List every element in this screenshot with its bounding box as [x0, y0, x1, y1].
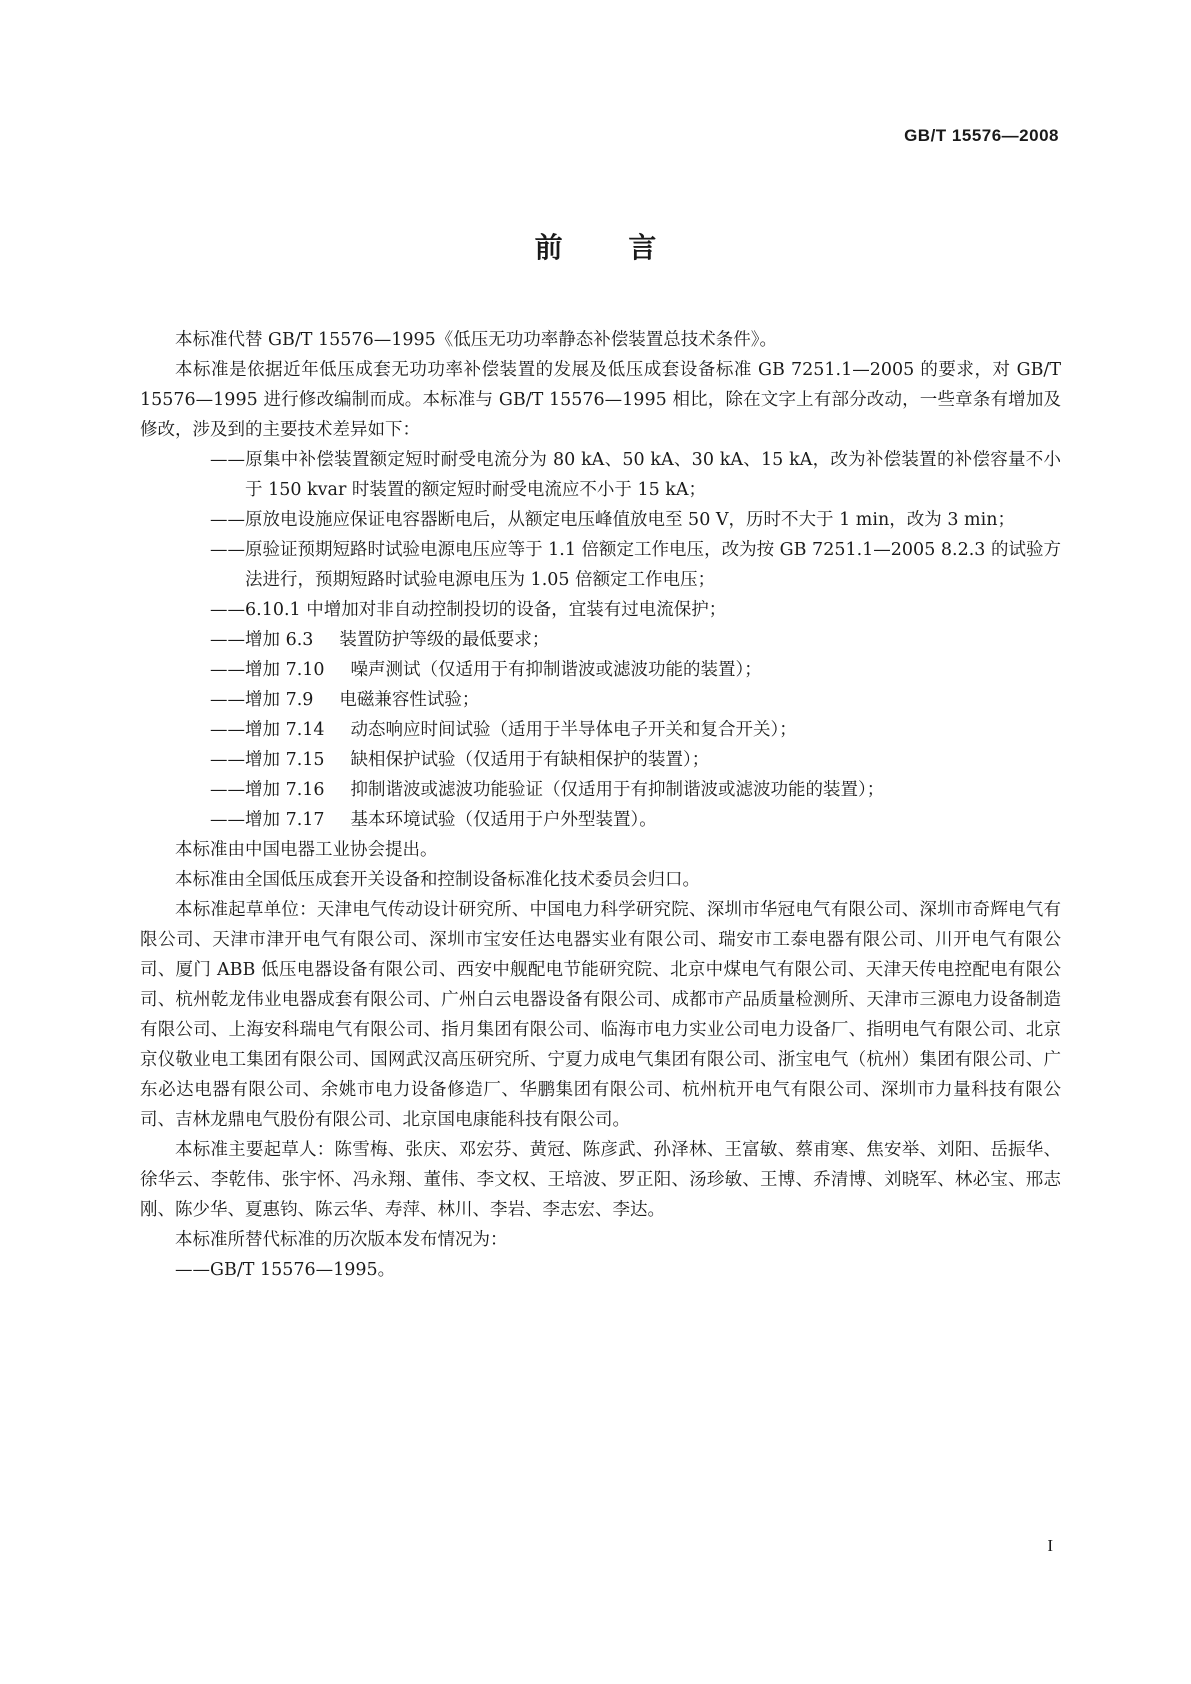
list-item: ——原验证预期短路时试验电源电压应等于 1.1 倍额定工作电压，改为按 GB 7251.1—2005 8.2.3 的试验方法进行，预期短路时试验电源电压为 1.05 倍额定工作电压；: [210, 540, 1061, 590]
list-item: ——原放电设施应保证电容器断电后，从额定电压峰值放电至 50 V，历时不大于 1 min，改为 3 min；: [210, 510, 1015, 530]
list-item: ——增加 7.17 基本环境试验（仅适用于户外型装置）。: [210, 810, 657, 830]
list-item: ——增加 7.10 噪声测试（仅适用于有抑制谐波或滤波功能的装置）；: [210, 660, 762, 680]
page-title: 前 言: [534, 231, 685, 264]
paragraph-history: 本标准所替代标准的历次版本发布情况为：: [175, 1230, 508, 1250]
paragraph-drafting-units: 本标准起草单位：天津电气传动设计研究所、中国电力科学研究院、深圳市华冠电气有限公司、深圳市奇辉电气有限公司、天津市津开电气有限公司、深圳市宝安任达电器实业有限公司、瑞安市工泰电器有限公司、川开电气有限公司、厦门 ABB 低压电器设备有限公司、西安中舰配电节能研究院、北京中煤电气有限公司、天津天传电控配电有限公司、杭州乾龙伟业电器成套有限公司、广州白云电器设备有限公司、成都市产品质量检测所、天津市三源电力设备制造有限公司、上海安科瑞电气有限公司、指月集团有限公司、临海市电力实业公司电力设备厂、指明电气有限公司、北京京仪敬业电工集团有限公司、国网武汉高压研究所、宁夏力成电气集团有限公司、浙宝电气（杭州）集团有限公司、广东必达电器有限公司、余姚市电力设备修造厂、华鹏集团有限公司、杭州杭开电气有限公司、深圳市力量科技有限公司、吉林龙鼎电气股份有限公司、北京国电康能科技有限公司。: [140, 900, 1061, 1130]
list-item: ——增加 7.16 抑制谐波或滤波功能验证（仅适用于有抑制谐波或滤波功能的装置）；: [210, 780, 885, 800]
foreword-body: [140, 325, 1061, 1285]
paragraph-basis: 本标准是依据近年低压成套无功功率补偿装置的发展及低压成套设备标准 GB 7251.1—2005 的要求，对 GB/T 15576—1995 进行修改编制而成。本标准与 GB/T 15576—1995 相比，除在文字上有部分改动，一些章条有增加及修改，涉及到的主要技术差异如下：: [140, 360, 1061, 440]
paragraph-drafters: 本标准主要起草人：陈雪梅、张庆、邓宏芬、黄冠、陈彦武、孙泽林、王富敏、蔡甫寒、焦安举、刘阳、岳振华、徐华云、李乾伟、张宇怀、冯永翔、董伟、李文权、王培波、罗正阳、汤珍敏、王博、乔清博、刘晓军、林必宝、邢志刚、陈少华、夏惠钧、陈云华、寿萍、林川、李岩、李志宏、李达。: [140, 1140, 1061, 1220]
list-item: ——6.10.1 中增加对非自动控制投切的设备，宜装有过电流保护；: [210, 600, 727, 620]
list-item: ——原集中补偿装置额定短时耐受电流分为 80 kA、50 kA、30 kA、15 kA，改为补偿装置的补偿容量不小于 150 kvar 时装置的额定短时耐受电流应不小于 15 kA；: [210, 450, 1061, 500]
standard-number: GB/T 15576—2008: [904, 126, 1059, 145]
paragraph-committee: 本标准由全国低压成套开关设备和控制设备标准化技术委员会归口。: [175, 870, 700, 890]
paragraph-replaces: 本标准代替 GB/T 15576—1995《低压无功功率静态补偿装置总技术条件》。: [175, 330, 777, 350]
list-item: ——增加 7.9 电磁兼容性试验；: [210, 690, 480, 710]
page-number: I: [1047, 1536, 1053, 1555]
list-item: ——GB/T 15576—1995。: [175, 1260, 396, 1280]
list-item: ——增加 6.3 装置防护等级的最低要求；: [210, 630, 550, 650]
paragraph-proposer: 本标准由中国电器工业协会提出。: [175, 840, 438, 860]
list-item: ——增加 7.15 缺相保护试验（仅适用于有缺相保护的装置）；: [210, 750, 710, 770]
list-item: ——增加 7.14 动态响应时间试验（适用于半导体电子开关和复合开关）；: [210, 720, 797, 740]
